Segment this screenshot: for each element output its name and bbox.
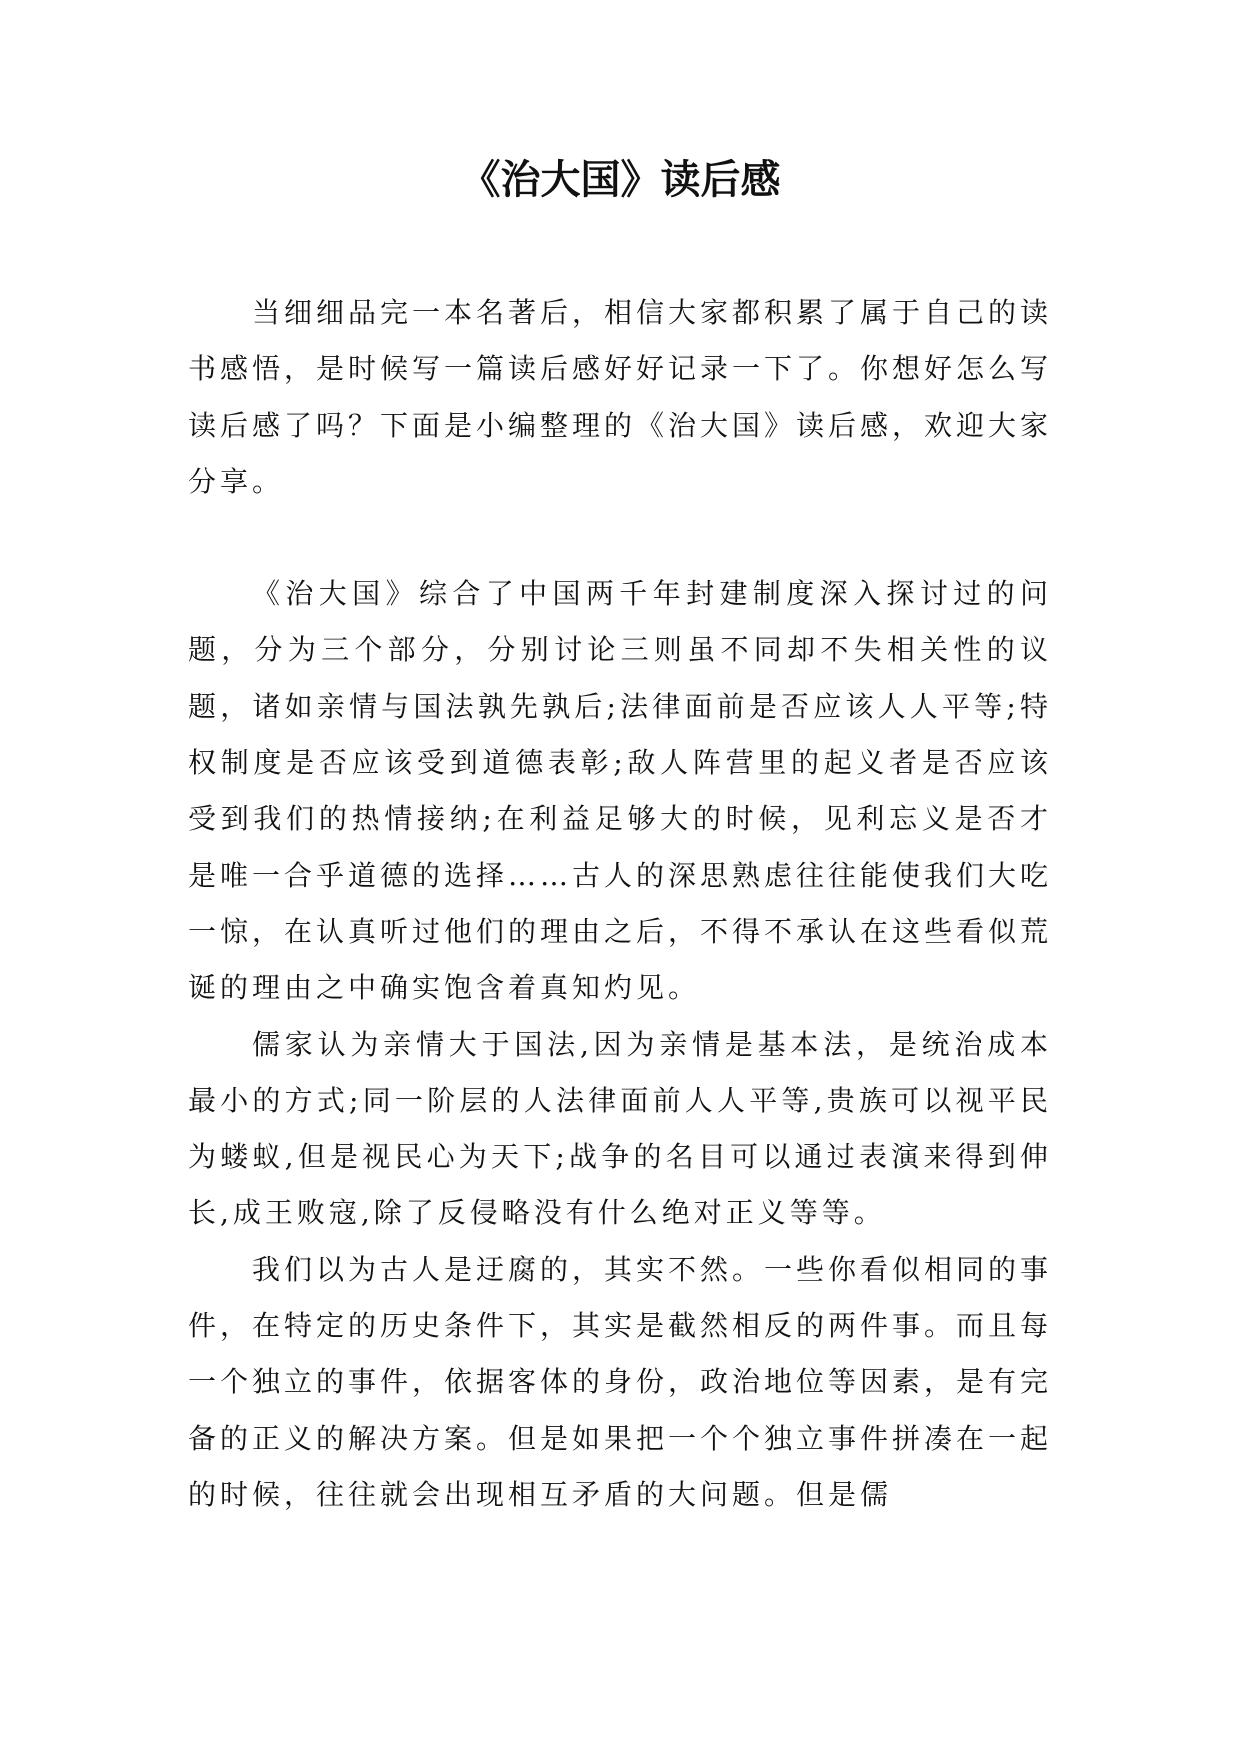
paragraph-intro: 当细细品完一本名著后，相信大家都积累了属于自己的读书感悟，是时候写一篇读后感好好记录一下了。你想好怎么写读后感了吗？下面是小编整理的《治大国》读后感，欢迎大家分享。 (188, 296, 1053, 498)
paragraph-ancients: 我们以为古人是迂腐的，其实不然。一些你看似相同的事件，在特定的历史条件下，其实是截然相反的两件事。而且每一个独立的事件，依据客体的身份，政治地位等因素，是有完备的正义的解决方案。但是如果把一个个独立事件拼凑在一起的时候，往往就会出现相互矛盾的大问题。但是儒 (188, 1252, 1053, 1511)
document-title: 《治大国》读后感 (460, 157, 781, 203)
document-body (188, 285, 1052, 1523)
paragraph-overview: 《治大国》综合了中国两千年封建制度深入探讨过的问题，分为三个部分，分别讨论三则虽不同却不失相关性的议题，诸如亲情与国法孰先孰后;法律面前是否应该人人平等;特权制度是否应该受到道德表彰;敌人阵营里的起义者是否应该受到我们的热情接纳;在利益足够大的时候，见利忘义是否才是唯一合乎道德的选择……古人的深思熟虑往往能使我们大吃一惊，在认真听过他们的理由之后，不得不承认在这些看似荒诞的理由之中确实饱含着真知灼见。 (188, 577, 1053, 1005)
paragraph-confucian: 儒家认为亲情大于国法,因为亲情是基本法，是统治成本最小的方式;同一阶层的人法律面前人人平等,贵族可以视平民为蝼蚁,但是视民心为天下;战争的名目可以通过表演来得到伸长,成王败寇,除了反侵略没有什么绝对正义等等。 (188, 1027, 1052, 1230)
